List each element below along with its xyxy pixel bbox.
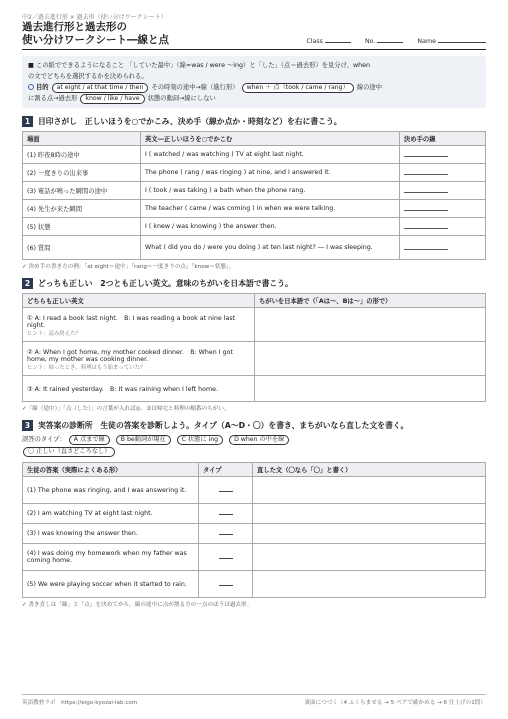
page-footer	[22, 694, 486, 706]
page-title	[22, 21, 306, 47]
choice-sentence[interactable]: The phone ( rang / was ringing ) at nine, and I answered it.	[141, 164, 400, 182]
intro-line-2: の文でどちらを選択するかを決められる。	[28, 73, 148, 80]
table-row: ① A: I read a book last night. B: I was reading a book at nine last night. ヒント：読み終えた？	[23, 308, 486, 342]
table-header: 決め手の線	[400, 132, 486, 146]
type-pill: D when の中を線	[229, 435, 289, 445]
section-1-header	[22, 116, 486, 127]
intro-targets: 目的 at eight / at that time / then その時刻の途中→線（進行形） when ＋ 点（took / came / rang） 線の途中	[28, 82, 480, 93]
section-title: 実答案の診断所 生徒の答案を診断しよう。タイプ（A～D・〇）を書き、まちがいなら直した文を書く。	[38, 421, 409, 430]
section-number: 3	[22, 420, 33, 431]
type-blank[interactable]	[199, 544, 253, 571]
table-header: ちがいを日本語で（「Aは～、Bは～」の形で）	[255, 294, 486, 308]
correction-cell[interactable]	[253, 504, 486, 524]
type-blank[interactable]	[199, 524, 253, 544]
type-blank[interactable]	[199, 504, 253, 524]
section-2-note: ✓「線（途中）」「点（した）」の言葉が入れば◎。②は帰宅と料理の順番のちがい。	[22, 406, 230, 412]
answer-blank[interactable]	[400, 218, 486, 236]
table-row: ② A: When I got home, my mother cooked dinner. B: When I got home, my mother was cooking dinner. ヒント：帰ったとき、料理はもう始まっていた？	[23, 342, 486, 376]
title-row	[22, 21, 486, 50]
intro-box	[22, 56, 486, 108]
table-row: (6) 質問 What ( did you do / were you doing ) at ten last night? ― I was sleeping.	[23, 236, 486, 260]
correction-cell[interactable]	[253, 571, 486, 598]
table-header: 英文―正しいほうを○でかこむ	[141, 132, 400, 146]
table-row: (5) 状態 I ( knew / was knowing ) the answer then.	[23, 218, 486, 236]
error-types: 誤答のタイプ： A 点まで線 B be動詞が現在 C 状態に ing D when の中を線 〇 正しい（直さどころなし）	[22, 434, 486, 458]
answer-blank[interactable]	[400, 182, 486, 200]
table-header: 直した文（〇なら「〇」と書く）	[253, 463, 486, 477]
type-pill: 〇 正しい（直さどころなし）	[23, 447, 115, 457]
intro-pill-time: at eight / at that time / then	[52, 83, 149, 93]
breadcrumb: 中2／過去進行形 × 過去形（使い分けワークシート）	[22, 14, 167, 21]
table-row: (1) The phone was ringing, and I was answering it.	[23, 477, 486, 504]
table-header: どちらも正しい英文	[23, 294, 255, 308]
correction-cell[interactable]	[253, 524, 486, 544]
type-blank[interactable]	[199, 477, 253, 504]
intro-pill-state: know / like / have	[80, 94, 144, 104]
section-1-note: ✓ 決め手の書き方の例：「at eight＝途中」「rang＝一度きりの点」「know＝状態」。	[22, 264, 235, 270]
title-line-1: 過去進行形と過去形の	[22, 21, 127, 33]
answer-cell[interactable]	[255, 308, 486, 342]
table-row: ③ A: It rained yesterday. B: It was raining when I left home.	[23, 376, 486, 402]
table-row: (2) 一度きりの出来事 The phone ( rang / was ringing ) at nine, and I answered it.	[23, 164, 486, 182]
section-3-header	[22, 420, 486, 431]
student-meta	[306, 38, 486, 47]
intro-line-1: ■ この紙でできるようになること 「していた最中」（線=was / were ～ing）と「した」（点＝過去形）を見分け、when	[28, 62, 370, 69]
correction-cell[interactable]	[253, 544, 486, 571]
section-3-table	[22, 462, 486, 598]
table-row: (4) I was doing my homework when my father was coming home.	[23, 544, 486, 571]
intro-targets-2: に割る点→過去形 know / like / have 状態の動詞→線にしない	[28, 95, 216, 102]
title-line-2: 使い分けワークシート―線と点	[22, 34, 169, 46]
table-row: (2) I am watching TV at eight last night.	[23, 504, 486, 524]
table-row: (4) 先生が来た瞬間 The teacher ( came / was coming ) in when we were talking.	[23, 200, 486, 218]
section-title: 目印さがし 正しいほうを○でかこみ、決め手（線か点か・時刻など）を右に書こう。	[38, 117, 342, 126]
table-header: 生徒の答案（実際によくある形）	[23, 463, 199, 477]
type-blank[interactable]	[199, 571, 253, 598]
choice-sentence[interactable]: I ( watched / was watching ) TV at eight last night.	[141, 146, 400, 164]
table-row: (3) 電話が鳴った瞬間の途中 I ( took / was taking ) a bath when the phone rang.	[23, 182, 486, 200]
name-field[interactable]: Name	[417, 38, 486, 45]
type-pill: A 点まで線	[69, 435, 110, 445]
table-row: (1) 昨夜8時の途中 I ( watched / was watching ) TV at eight last night.	[23, 146, 486, 164]
search-icon	[28, 84, 34, 90]
choice-sentence[interactable]: What ( did you do / were you doing ) at ten last night? ― I was sleeping.	[141, 236, 400, 260]
correction-cell[interactable]	[253, 477, 486, 504]
choice-sentence[interactable]: I ( knew / was knowing ) the answer then.	[141, 218, 400, 236]
choice-sentence[interactable]: The teacher ( came / was coming ) in when we were talking.	[141, 200, 400, 218]
type-pill: C 状態に ing	[177, 435, 223, 445]
answer-cell[interactable]	[255, 342, 486, 376]
answer-blank[interactable]	[400, 146, 486, 164]
answer-blank[interactable]	[400, 200, 486, 218]
section-2-table	[22, 293, 486, 402]
table-row: (5) We were playing soccer when it started to rain.	[23, 571, 486, 598]
table-header: 場面	[23, 132, 141, 146]
type-pill: B be動詞が現在	[116, 435, 171, 445]
class-field[interactable]: Class	[306, 38, 351, 45]
answer-blank[interactable]	[400, 164, 486, 182]
table-row: (3) I was knowing the answer then.	[23, 524, 486, 544]
table-header: タイプ	[199, 463, 253, 477]
section-1-table	[22, 131, 486, 260]
section-number: 2	[22, 278, 33, 289]
choice-sentence[interactable]: I ( took / was taking ) a bath when the phone rang.	[141, 182, 400, 200]
intro-pill-when: when ＋ 点（took / came / rang）	[242, 83, 354, 93]
footer-source: 英語教材ラボ https://eigo-kyozai-lab.com	[22, 700, 138, 706]
section-title: どっちも正しい 2つとも正しい英文。意味のちがいを日本語で書こう。	[38, 279, 293, 288]
footer-continue: 裏面につづく（4 ふくらませる → 5 ペアで確かめる → 6 仕上げの1問）	[304, 700, 486, 706]
section-number: 1	[22, 116, 33, 127]
section-3-note: ✓ 書き直しは「線」と「点」を決めてから。線の途中に点が割る方の一点のほうは過去形。	[22, 602, 253, 608]
section-2-header	[22, 278, 486, 289]
answer-cell[interactable]	[255, 376, 486, 402]
answer-blank[interactable]	[400, 236, 486, 260]
number-field[interactable]: No.	[365, 38, 403, 45]
